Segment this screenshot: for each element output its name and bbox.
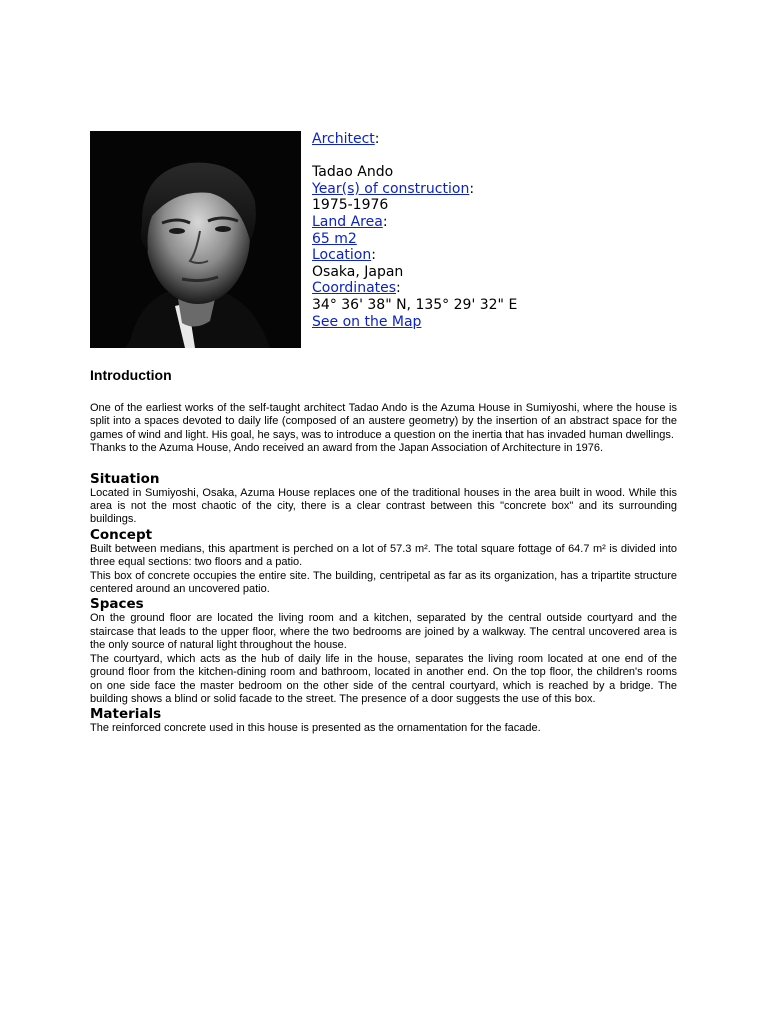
concept-heading: Concept	[90, 526, 153, 543]
spacer	[312, 148, 742, 165]
land-area-link[interactable]: Land Area	[312, 213, 383, 230]
colon: :	[371, 247, 376, 264]
colon: :	[382, 213, 388, 230]
concept-paragraph-1: Built between medians, this apartment is perched on a lot of 57.3 m². The total square fottage of 64.7 m² is divided into three equal sections: two floors and a patio.	[90, 542, 677, 569]
spaces-paragraph-1: On the ground floor are located the living room and a kitchen, separated by the central outside courtyard and the staircase that leads to the upper floor, where the two bedrooms are joined by a walkway. The central uncovered area is the only source of natural light throughout the house.	[90, 612, 677, 652]
colon: :	[469, 180, 475, 197]
land-area-row	[312, 214, 742, 231]
coordinates-link[interactable]: Coordinates	[312, 280, 397, 297]
introduction-paragraph-1: One of the earliest works of the self-taught architect Tadao Ando is the Azuma House in Sumiyoshi, where the house is split into a spaces devoted to daily life (composed of an austere geometry) by the insertion of an abstract space for the games of wind and light. His goal, he says, was to introduce a question on the inertia that has invaded human dwellings.	[90, 402, 677, 441]
location-row	[312, 247, 742, 264]
article-body	[90, 366, 677, 736]
introduction-paragraph-2: Thanks to the Azuma House, Ando received an award from the Japan Association of Architecture in 1976.	[90, 442, 604, 455]
colon: :	[396, 280, 401, 297]
architect-row	[312, 131, 742, 148]
see-on-map-link[interactable]: See on the Map	[312, 313, 422, 330]
spacer	[90, 384, 677, 402]
land-area-value-row	[312, 231, 742, 248]
location-link[interactable]: Location	[312, 247, 372, 264]
years-value: 1975-1976	[312, 197, 389, 214]
materials-heading: Materials	[90, 706, 162, 723]
location-value: Osaka, Japan	[312, 263, 404, 280]
project-info	[312, 131, 742, 330]
concept-paragraph-2: This box of concrete occupies the entire site. The building, centripetal as far as its organization, has a tripartite structure centered around an uncovered patio.	[90, 569, 677, 596]
introduction-heading: Introduction	[90, 367, 172, 383]
architect-link[interactable]: Architect	[312, 131, 375, 147]
years-link[interactable]: Year(s) of construction	[312, 180, 470, 197]
situation-heading: Situation	[90, 470, 160, 487]
situation-paragraph-1: Located in Sumiyoshi, Osaka, Azuma House replaces one of the traditional houses in the area built in wood. While this area is not the most chaotic of the city, there is a clear contrast between this "concrete box" and its surrounding buildings.	[90, 486, 677, 526]
colon: :	[374, 131, 380, 147]
land-area-value-link[interactable]: 65 m2	[312, 230, 357, 247]
years-row	[312, 181, 742, 198]
spaces-heading: Spaces	[90, 596, 144, 613]
architect-value: Tadao Ando	[312, 164, 394, 181]
coordinates-value: 34° 36' 38" N, 135° 29' 32" E	[312, 296, 518, 313]
architect-portrait	[90, 131, 301, 348]
materials-paragraph-1: The reinforced concrete used in this house is presented as the ornamentation for the facade.	[90, 722, 541, 735]
portrait-image	[90, 131, 301, 348]
spaces-paragraph-2: The courtyard, which acts as the hub of daily life in the house, separates the living room located at one end of the ground floor from the kitchen-dining room and bathroom, located in another end. On the top floor, the children's rooms on one side face the master bedroom on the other side of the central courtyard, which is reached by a bridge. The building shows a blind or solid facade to the street. The presence of a door suggests the use of this box.	[90, 652, 677, 705]
coordinates-row	[312, 280, 742, 297]
spacer	[90, 456, 677, 471]
map-row	[312, 314, 742, 331]
